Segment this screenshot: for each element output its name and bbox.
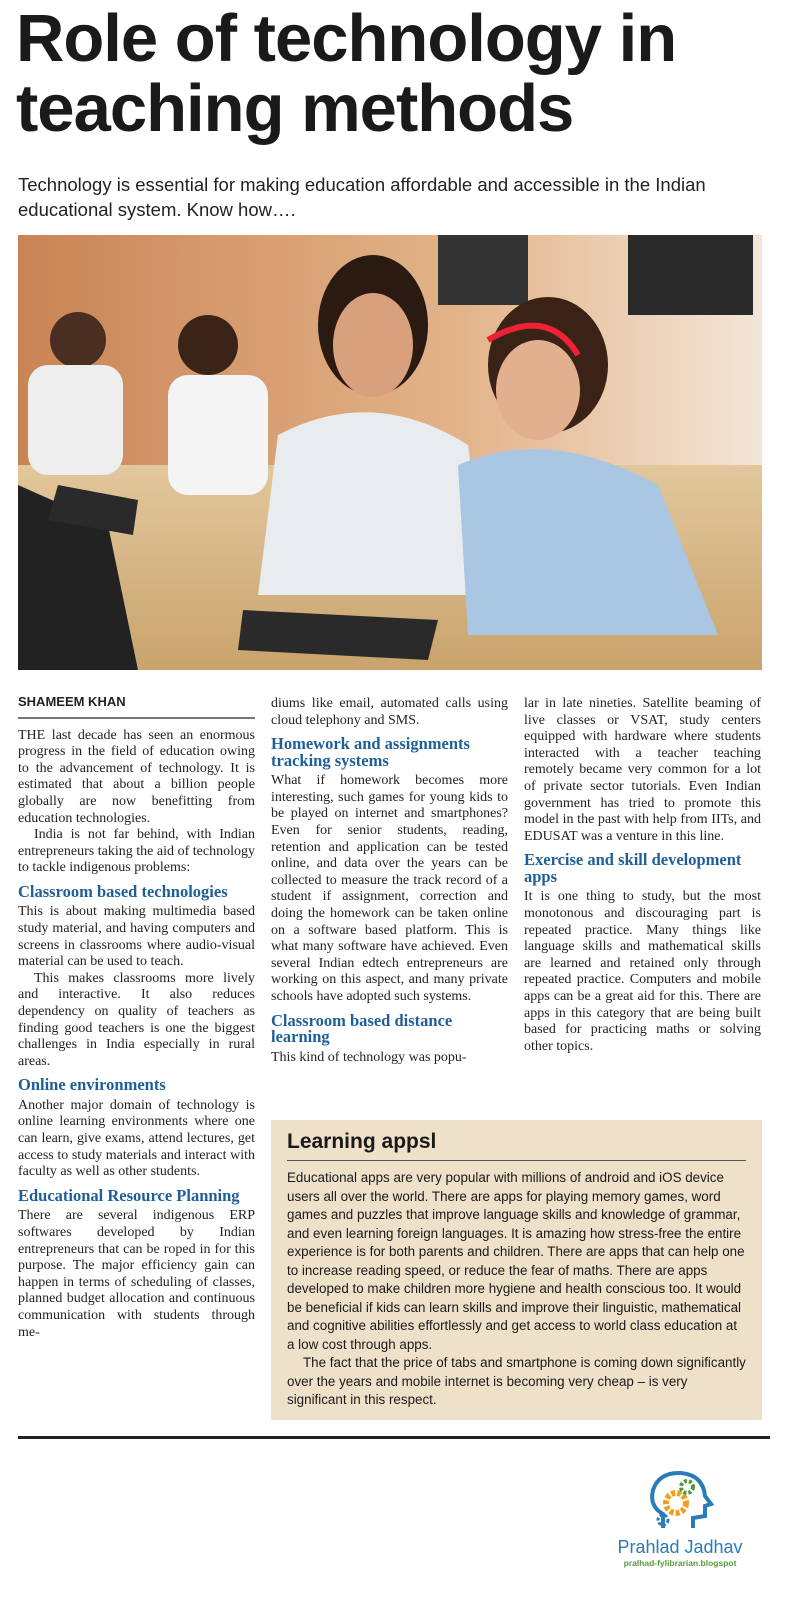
box-title: Learning appsl xyxy=(287,1130,746,1161)
classroom-photo xyxy=(18,235,762,670)
paragraph: India is not far behind, with Indian entrepreneurs taking the aid of technology to tackle indigenous problems: xyxy=(18,827,255,876)
paragraph: This makes classrooms more lively and interactive. It also reduces dependency on quality of teachers as finding good teachers is one the biggest challenges in India especially in rural areas. xyxy=(18,970,255,1069)
paragraph: This is about making multimedia based study material, and having computers and screens in classrooms where audio-visual material can be used to teach. xyxy=(18,904,255,970)
article-column-3 xyxy=(524,696,761,1055)
paragraph: lar in late nineties. Satellite beaming of live classes or VSAT, study centers equipped with hardware where students interacted with a teacher teaching remotely became very common for a lot of private sector tutorials. Even Indian government has tried to promote this model in the past with help from IITs, and EDUSAT was a venture in this line. xyxy=(524,696,761,844)
byline: SHAMEEM KHAN xyxy=(18,694,255,719)
paragraph: This kind of technology was popu- xyxy=(271,1049,467,1065)
paragraph: diums like email, automated calls using cloud telephony and SMS. xyxy=(271,696,508,728)
section-heading: Classroom based technologies xyxy=(18,881,228,901)
article-column-1 xyxy=(18,694,255,1341)
watermark-logo xyxy=(585,1470,775,1595)
watermark-url: pralhad-fylibrarian.blogspot xyxy=(623,1558,737,1568)
section-heading: Online environments xyxy=(18,1075,166,1095)
paragraph: Another major domain of technology is online learning environments where one can learn, give exams, attend lectures, get access to study materials and interact with faculty as well as other students. xyxy=(18,1097,255,1180)
section-heading: Educational Resource Planning xyxy=(18,1185,240,1205)
learning-apps-box xyxy=(271,1120,762,1420)
article-column-2 xyxy=(271,696,508,1066)
paragraph: There are several indigenous ERP softwares developed by Indian entrepreneurs that can be roped in for this purpose. The major efficiency gain can happen in terms of scheduling of classes, planned budget allocation and continuous communication with students through me- xyxy=(18,1208,255,1340)
section-heading: Exercise and skill development apps xyxy=(524,850,742,886)
paragraph: What if homework becomes more interesting, such games for young kids to be played on internet and smartphones? Even for senior students, reading, retention and application can be tested online, and data over the years can be collected to measure the track record of a student if assignment, correction and doing the homework can be taken online on a software based platform. This is what many software have achieved. Even several Indian edtech entrepreneurs are working on this aspect, and many private schools have adopted such systems. xyxy=(271,773,508,1004)
box-paragraph: Educational apps are very popular with millions of android and iOS device users all over the world. There are apps for playing memory games, word games and puzzles that improve language skills and knowledge of grammar, and even learning foreign languages. It is amazing how stress-free the entire experience is for both parents and children. There are apps that can help one to increase reading speed, or reduce the fear of maths. There are apps developed to make children more hygiene and health conscious too. It would be beneficial if kids can learn skills and improve their linguistic, mathematical and cognitive abilities effortlessly and get access to world class education at a low cost through apps. xyxy=(287,1170,745,1352)
paragraph: It is one thing to study, but the most monotonous and discouraging part is repeated practice. Many things like language skills and mathematical skills are learned and retained only through repeated practice. Computers and mobile apps can be a great aid for this. There are apps in this category that are being built based for practicing maths or solving other topics. xyxy=(524,889,761,1054)
section-heading: Classroom based distance learning xyxy=(271,1010,453,1046)
watermark-name: Prahlad Jadhav xyxy=(617,1537,743,1557)
headline-title: Role of technology in teaching methods xyxy=(16,1,677,146)
headline-subtitle: Technology is essential for making education affordable and accessible in the Indian educational system. Know how…. xyxy=(18,174,706,220)
bottom-rule xyxy=(18,1436,770,1439)
head-gears-icon xyxy=(645,1470,715,1532)
paragraph: THE last decade has seen an enormous progress in the field of education owing to the advancement of technology. It is estimated that about a billion people globally are now benefitting from education technologies. xyxy=(18,727,255,826)
section-heading: Homework and assignments tracking systems xyxy=(271,734,470,770)
box-paragraph: The fact that the price of tabs and smartphone is coming down significantly over the years and mobile internet is becoming very cheap – is very significant in this respect. xyxy=(287,1355,746,1407)
monitor-back xyxy=(438,235,528,305)
